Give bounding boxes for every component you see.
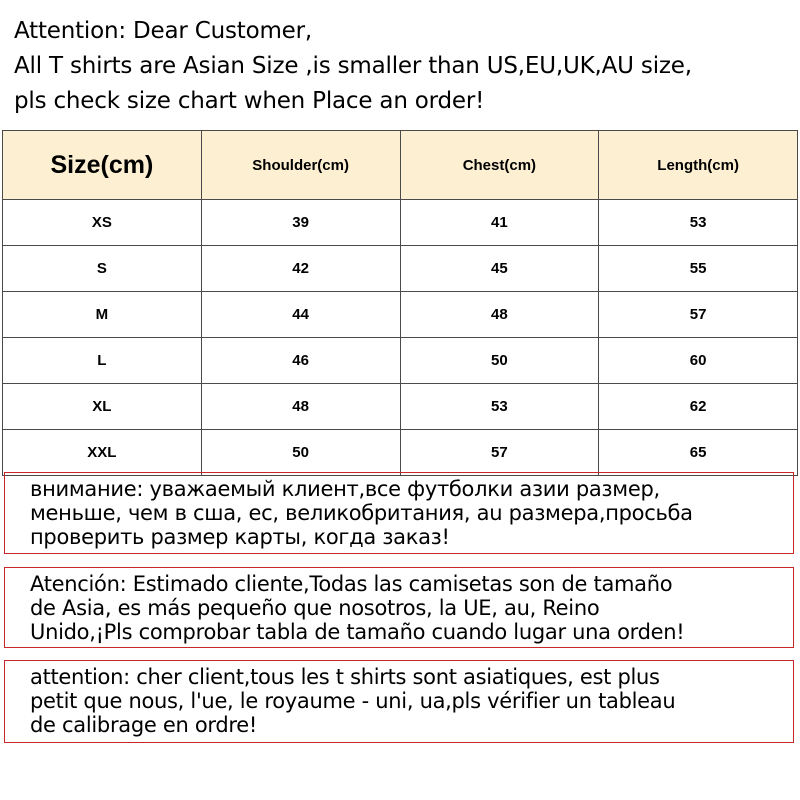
length-cell: 57 [599,292,798,338]
notice-line: All T shirts are Asian Size ,is smaller than US,EU,UK,AU size, [14,53,692,79]
shoulder-cell: 39 [201,200,400,246]
size-table [2,130,798,476]
table-row [3,292,798,338]
shoulder-cell: 44 [201,292,400,338]
size-cell: L [3,338,202,384]
table-row [3,338,798,384]
length-cell: 60 [599,338,798,384]
chest-cell: 45 [400,246,599,292]
shoulder-cell: 42 [201,246,400,292]
table-row [3,246,798,292]
header-chest: Chest(cm) [400,131,599,200]
table-row [3,430,798,476]
size-cell: XXL [3,430,202,476]
chest-cell: 50 [400,338,599,384]
size-cell: XS [3,200,202,246]
notice-line: pls check size chart when Place an order! [14,88,485,114]
size-cell: S [3,246,202,292]
shoulder-cell: 46 [201,338,400,384]
shoulder-cell: 50 [201,430,400,476]
header-shoulder: Shoulder(cm) [201,131,400,200]
russian-line: меньше, чем в сша, ес, великобритания, au размера,просьба [30,501,693,525]
shoulder-cell: 48 [201,384,400,430]
table-row [3,384,798,430]
header-size: Size(cm) [3,131,202,200]
length-cell: 53 [599,200,798,246]
french-notice-box [4,660,794,743]
russian-notice-box [4,472,794,554]
french-line: de calibrage en ordre! [30,713,258,737]
spanish-notice-box [4,567,794,648]
russian-line: проверить размер карты, когда заказ! [30,525,450,549]
size-cell: XL [3,384,202,430]
length-cell: 62 [599,384,798,430]
length-cell: 65 [599,430,798,476]
chest-cell: 57 [400,430,599,476]
length-cell: 55 [599,246,798,292]
size-cell: M [3,292,202,338]
french-line: attention: cher client,tous les t shirts sont asiatiques, est plus [30,665,660,689]
chest-cell: 48 [400,292,599,338]
spanish-line: de Asia, es más pequeño que nosotros, la UE, au, Reino [30,596,600,620]
chest-cell: 41 [400,200,599,246]
header-length: Length(cm) [599,131,798,200]
notice-line: Attention: Dear Customer, [14,18,312,44]
size-chart [2,130,798,460]
english-notice [14,14,794,119]
table-header-row [3,131,798,200]
russian-line: внимание: уважаемый клиент,все футболки азии размер, [30,477,660,501]
spanish-line: Atención: Estimado cliente,Todas las camisetas son de tamaño [30,572,673,596]
spanish-line: Unido,¡Pls comprobar tabla de tamaño cuando lugar una orden! [30,620,685,644]
chest-cell: 53 [400,384,599,430]
table-row [3,200,798,246]
french-line: petit que nous, l'ue, le royaume - uni, ua,pls vérifier un tableau [30,689,676,713]
